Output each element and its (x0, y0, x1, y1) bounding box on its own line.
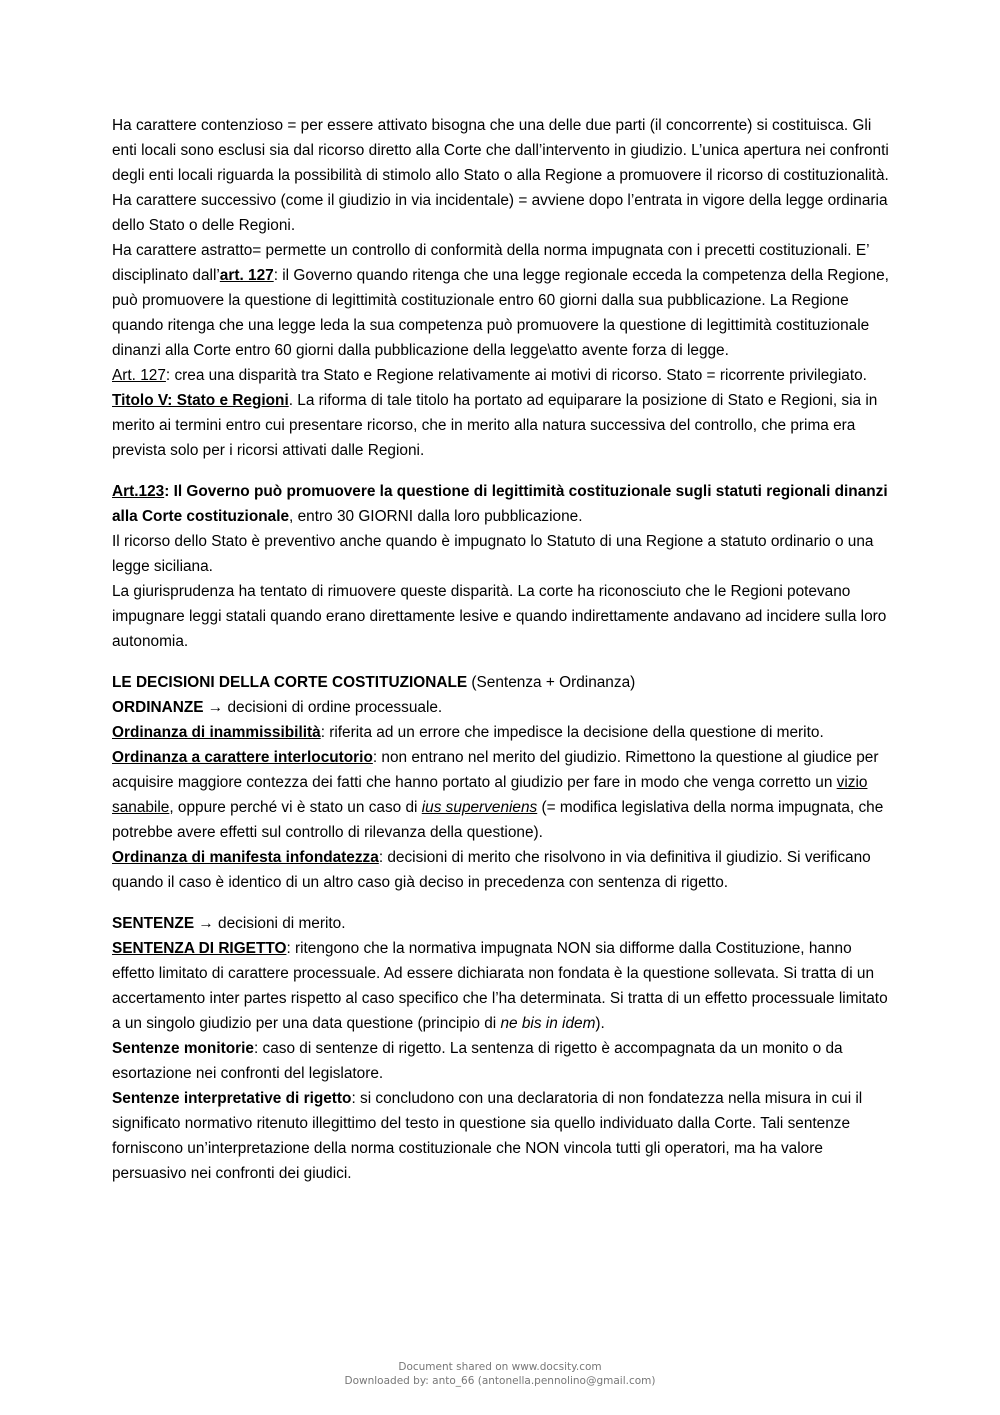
term-sentenze-interpretative: Sentenze interpretative di rigetto (112, 1090, 352, 1107)
section-heading-decisioni: LE DECISIONI DELLA CORTE COSTITUZIONALE (Sentenza + Ordinanza) (112, 674, 636, 691)
vizio-sanabile: vizio sanabile (112, 774, 868, 816)
paragraph-interlocutorio: Ordinanza a carattere interlocutorio: non entrano nel merito del giudizio. Rimettono la questione al giudice per acquisire maggiore contezza dei fatti che hanno portato al giudizio per fare in modo che venga corretto un vizio sanabile, oppure perché vi è stato un caso di ius superveniens (= modifica legislativa della norma impugnata, che potrebbe avere effetti sul controllo di rilevanza della questione). (112, 749, 884, 841)
art-123-reference: Art.123 (112, 483, 165, 500)
decisioni-heading: LE DECISIONI DELLA CORTE COSTITUZIONALE (112, 674, 468, 691)
term-manifesta-infondatezza: Ordinanza di manifesta infondatezza (112, 849, 379, 866)
footer-downloaded-line: Downloaded by: anto_66 (antonella.pennolino@gmail.com) (344, 1375, 656, 1387)
paragraph-successivo: Ha carattere successivo (come il giudizio in via incidentale) = avviene dopo l’entrata in vigore della legge ordinaria dello Stato o delle Regioni. (112, 192, 888, 234)
paragraph-contenzioso: Ha carattere contenzioso = per essere attivato bisogna che una delle due parti (il concorrente) si costituisca. Gli enti locali sono esclusi sia dal ricorso diretto alla Corte che dall’intervento in giudizio. L’unica apertura nei confronti degli enti locali riguarda la possibilità di stimolo allo Stato o alla Regione a promuovere il ricorso di costituzionalità. (112, 117, 889, 184)
term-interlocutorio: Ordinanza a carattere interlocutorio (112, 749, 373, 766)
paragraph-sentenze-monitorie: Sentenze monitorie: caso di sentenze di rigetto. La sentenza di rigetto è accompagnata da un monito o da esortazione nei confronti del legislatore. (112, 1040, 843, 1082)
paragraph-sentenza-rigetto: SENTENZA DI RIGETTO: ritengono che la normativa impugnata NON sia difforme dalla Costituzione, hanno effetto limitato di carattere processuale. Ad essere dichiarata non fondata è la questione sollevata. Si tratta di un accertamento inter partes rispetto al caso specifico che l’ha determinata. Si tratta di un effetto processuale limitato a un singolo giudizio per una data questione (principio di ne bis in idem). (112, 940, 888, 1032)
paragraph-giurisprudenza: La giurisprudenza ha tentato di rimuovere queste disparità. La corte ha riconosciuto che le Regioni potevano impugnare leggi statali quando erano direttamente lesive e quando indirettamente andavano ad incidere sulla loro autonomia. (112, 583, 887, 650)
paragraph-art-127: Art. 127: crea una disparità tra Stato e Regione relativamente ai motivi di ricorso. Stato = ricorrente privilegiato. (112, 367, 867, 384)
arrow-right-icon: → (194, 915, 219, 932)
term-sentenza-rigetto: SENTENZA DI RIGETTO (112, 940, 287, 957)
paragraph-ordinanze: ORDINANZE → decisioni di ordine processuale. (112, 699, 443, 716)
document-body (112, 113, 890, 1186)
page-footer (0, 1360, 1000, 1388)
term-inammissibilita: Ordinanza di inammissibilità (112, 724, 321, 741)
ne-bis-in-idem: ne bis in idem (500, 1015, 596, 1032)
paragraph-ricorso-stato: Il ricorso dello Stato è preventivo anche quando è impugnato lo Statuto di una Regione a statuto ordinario o una legge siciliana. (112, 533, 874, 575)
sentenze-heading: SENTENZE (112, 915, 195, 932)
titolo-v-heading: Titolo V: Stato e Regioni (112, 392, 289, 409)
art-127-link: Art. 127 (112, 367, 166, 384)
paragraph-manifesta-infondatezza: Ordinanza di manifesta infondatezza: decisioni di merito che risolvono in via definitiva il giudizio. Si verificano quando il caso è identico di un altro caso già deciso in precedenza con sentenza di rigetto. (112, 849, 871, 891)
ius-superveniens: ius superveniens (421, 799, 538, 816)
ordinanze-heading: ORDINANZE (112, 699, 204, 716)
art-127-reference: art. 127 (219, 267, 274, 284)
arrow-right-icon: → (203, 699, 228, 716)
paragraph-art-123: Art.123: Il Governo può promuovere la questione di legittimità costituzionale sugli statuti regionali dinanzi alla Corte costituzionale, entro 30 GIORNI dalla loro pubblicazione. (112, 483, 888, 525)
paragraph-astratto: Ha carattere astratto= permette un controllo di conformità della norma impugnata con i precetti costituzionali. E’ disciplinato dall’art. 127: il Governo quando ritenga che una legge regionale ecceda la competenza della Regione, può promuovere la questione di legittimità costituzionale entro 60 giorni dalla sua pubblicazione. La Regione quando ritenga che una legge leda la sua competenza può promuovere la questione di legittimità costituzionale dinanzi alla Corte entro 60 giorni dalla pubblicazione della legge\atto avente forza di legge. (112, 242, 889, 359)
footer-shared-line: Document shared on www.docsity.com (398, 1361, 602, 1373)
paragraph-sentenze: SENTENZE → decisioni di merito. (112, 915, 346, 932)
paragraph-inammissibilita: Ordinanza di inammissibilità: riferita ad un errore che impedisce la decisione della questione di merito. (112, 724, 824, 741)
paragraph-sentenze-interpretative: Sentenze interpretative di rigetto: si concludono con una declaratoria di non fondatezza nella misura in cui il significato normativo ritenuto illegittimo del testo in questione sia quello individuato dalla Corte. Tali sentenze forniscono un’interpretazione della norma costituzionale che NON vincola tutti gli operatori, ma ha valore persuasivo nei confronti dei giudici. (112, 1090, 863, 1182)
paragraph-titolo-v: Titolo V: Stato e Regioni. La riforma di tale titolo ha portato ad equiparare la posizione di Stato e Regioni, sia in merito ai termini entro cui presentare ricorso, che in merito alla natura successiva del controllo, che prima era prevista solo per i ricorsi attivati dalle Regioni. (112, 392, 878, 459)
term-sentenze-monitorie: Sentenze monitorie (112, 1040, 254, 1057)
